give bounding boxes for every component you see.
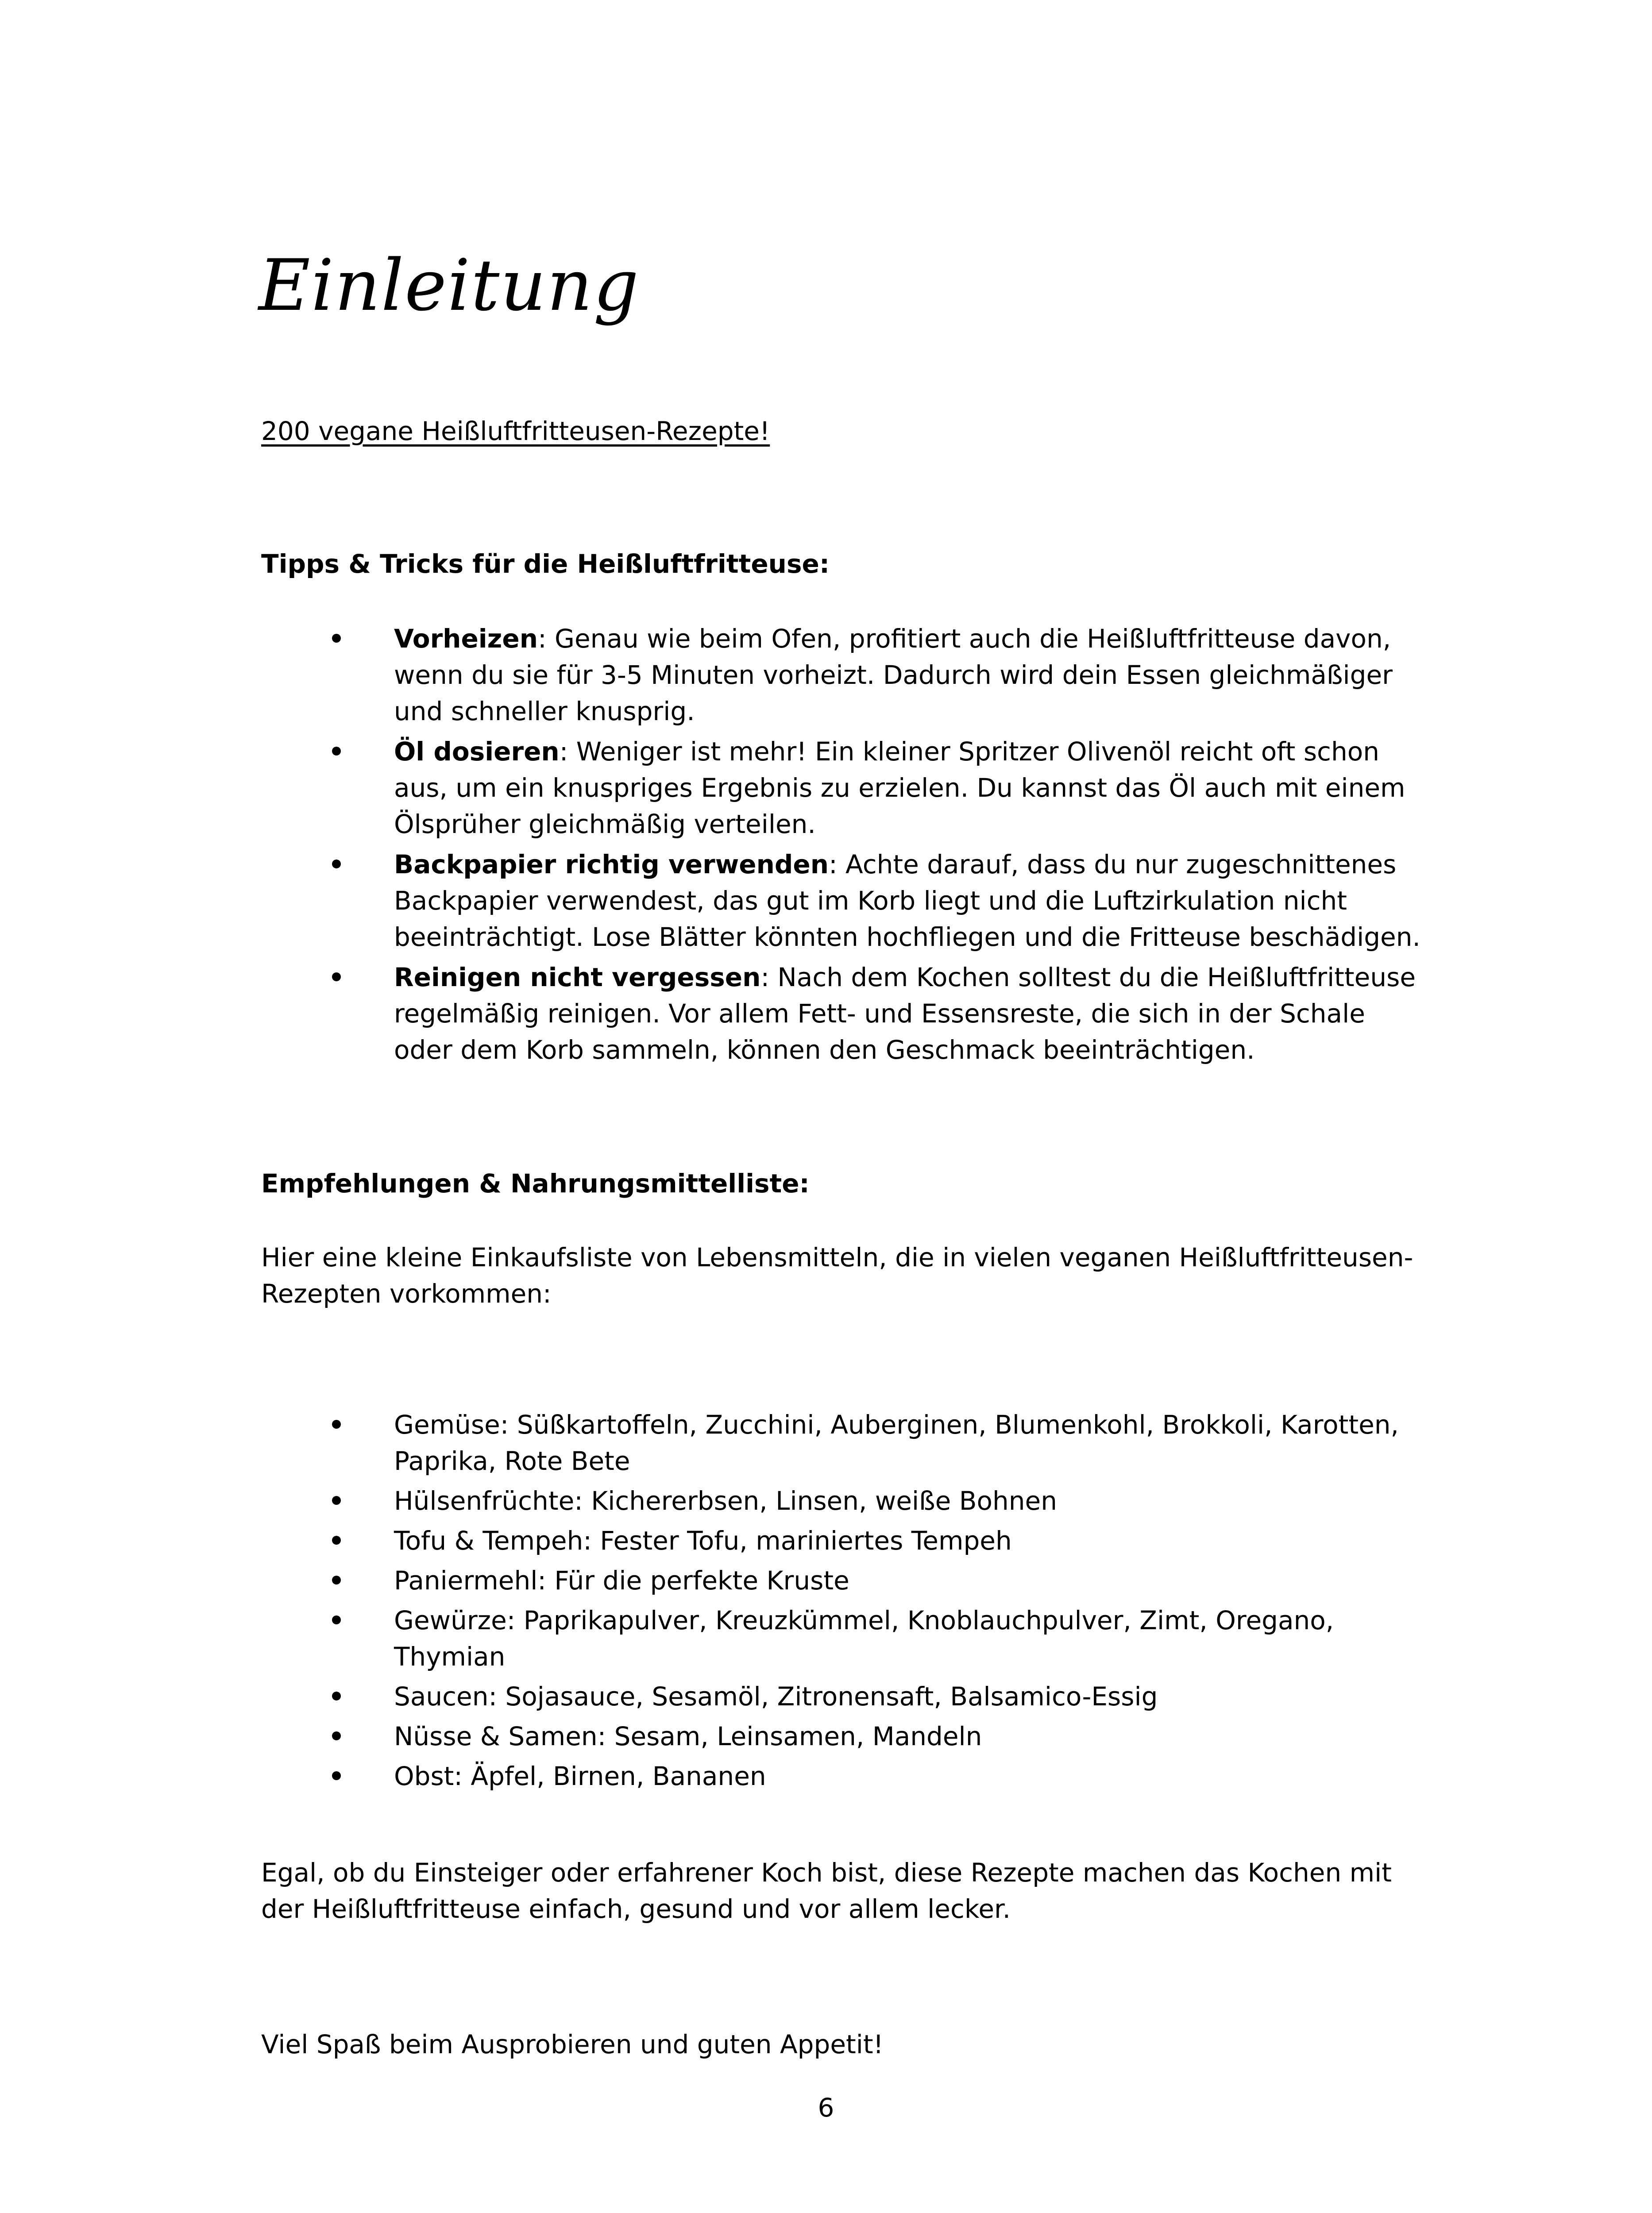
tip-text: : Achte darauf, dass du nur zugeschnittenes Backpapier verwendest, das gut im Korb liegt und die Luftzirkulation nicht beeinträchtigt. Lose Blätter könnten hochfliegen und die Fritteuse beschädigen. — [394, 849, 1420, 952]
book-subtitle: 200 vegane Heißluftfritteusen-Rezepte! — [261, 416, 770, 446]
tip-item-baking-paper — [261, 846, 1430, 955]
bullet-icon — [332, 747, 341, 756]
list-item: Gewürze: Paprikapulver, Kreuzkümmel, Knoblauchpulver, Zimt, Oregano, Thymian — [261, 1602, 1430, 1675]
bullet-icon — [332, 1420, 341, 1429]
page-number: 6 — [818, 2093, 834, 2123]
list-item: Nüsse & Samen: Sesam, Leinsamen, Mandeln — [261, 1718, 1430, 1754]
signoff-line: Viel Spaß beim Ausprobieren und guten Appetit! — [261, 2029, 884, 2059]
bullet-icon — [332, 860, 341, 868]
bullet-icon — [332, 972, 341, 981]
list-item: Obst: Äpfel, Birnen, Bananen — [261, 1758, 1430, 1794]
list-item: Hülsenfrüchte: Kichererbsen, Linsen, weiße Bohnen — [261, 1483, 1430, 1519]
bullet-icon — [332, 1731, 341, 1740]
bullet-icon — [332, 1536, 341, 1545]
tip-item-preheat — [261, 621, 1430, 729]
bullet-icon — [332, 1771, 341, 1780]
tips-list — [261, 621, 1430, 1072]
shopping-list-intro: Hier eine kleine Einkaufsliste von Lebensmitteln, die in vielen veganen Heißluftfritteusen-Rezepten vorkommen: — [261, 1242, 1413, 1309]
bullet-icon — [332, 1576, 341, 1585]
list-item: Tofu & Tempeh: Fester Tofu, mariniertes Tempeh — [261, 1523, 1430, 1559]
tip-text: : Weniger ist mehr! Ein kleiner Spritzer Olivenöl reicht oft schon aus, um ein knuspriges Ergebnis zu erzielen. Du kannst das Öl auch mit einem Ölsprüher gleichmäßig verteilen. — [394, 736, 1405, 839]
bullet-icon — [332, 1615, 341, 1624]
tip-item-cleaning — [261, 959, 1430, 1068]
tip-term: Backpapier richtig verwenden — [394, 849, 829, 879]
bullet-icon — [332, 634, 341, 643]
tip-text: : Nach dem Kochen solltest du die Heißluftfritteuse regelmäßig reinigen. Vor allem Fett- und Essensreste, die sich in der Schale oder dem Korb sammeln, können den Geschmack beeinträchtigen. — [394, 962, 1416, 1065]
recommendations-section-title: Empfehlungen & Nahrungsmittelliste: — [261, 1168, 810, 1199]
tip-text: : Genau wie beim Ofen, profitiert auch die Heißluftfritteuse davon, wenn du sie für 3-5 Minuten vorheizt. Dadurch wird dein Essen gleichmäßiger und schneller knusprig. — [394, 624, 1393, 726]
list-item: Gemüse: Süßkartoffeln, Zucchini, Auberginen, Blumenkohl, Brokkoli, Karotten, Paprika, Rote Bete — [261, 1407, 1430, 1479]
tip-term: Reinigen nicht vergessen — [394, 962, 761, 992]
closing-paragraph: Egal, ob du Einsteiger oder erfahrener Koch bist, diese Rezepte machen das Kochen mit der Heißluftfritteuse einfach, gesund und vor allem lecker. — [261, 1858, 1392, 1924]
bullet-icon — [332, 1692, 341, 1700]
chapter-heading: Einleitung — [259, 244, 640, 327]
tip-term: Öl dosieren — [394, 736, 560, 767]
tips-section-title: Tipps & Tricks für die Heißluftfritteuse: — [261, 549, 830, 579]
tip-term: Vorheizen — [394, 624, 538, 654]
shopping-list — [261, 1407, 1430, 1798]
bullet-icon — [332, 1496, 341, 1505]
list-item: Paniermehl: Für die perfekte Kruste — [261, 1562, 1430, 1599]
tip-item-oil — [261, 733, 1430, 842]
list-item: Saucen: Sojasauce, Sesamöl, Zitronensaft, Balsamico-Essig — [261, 1678, 1430, 1715]
